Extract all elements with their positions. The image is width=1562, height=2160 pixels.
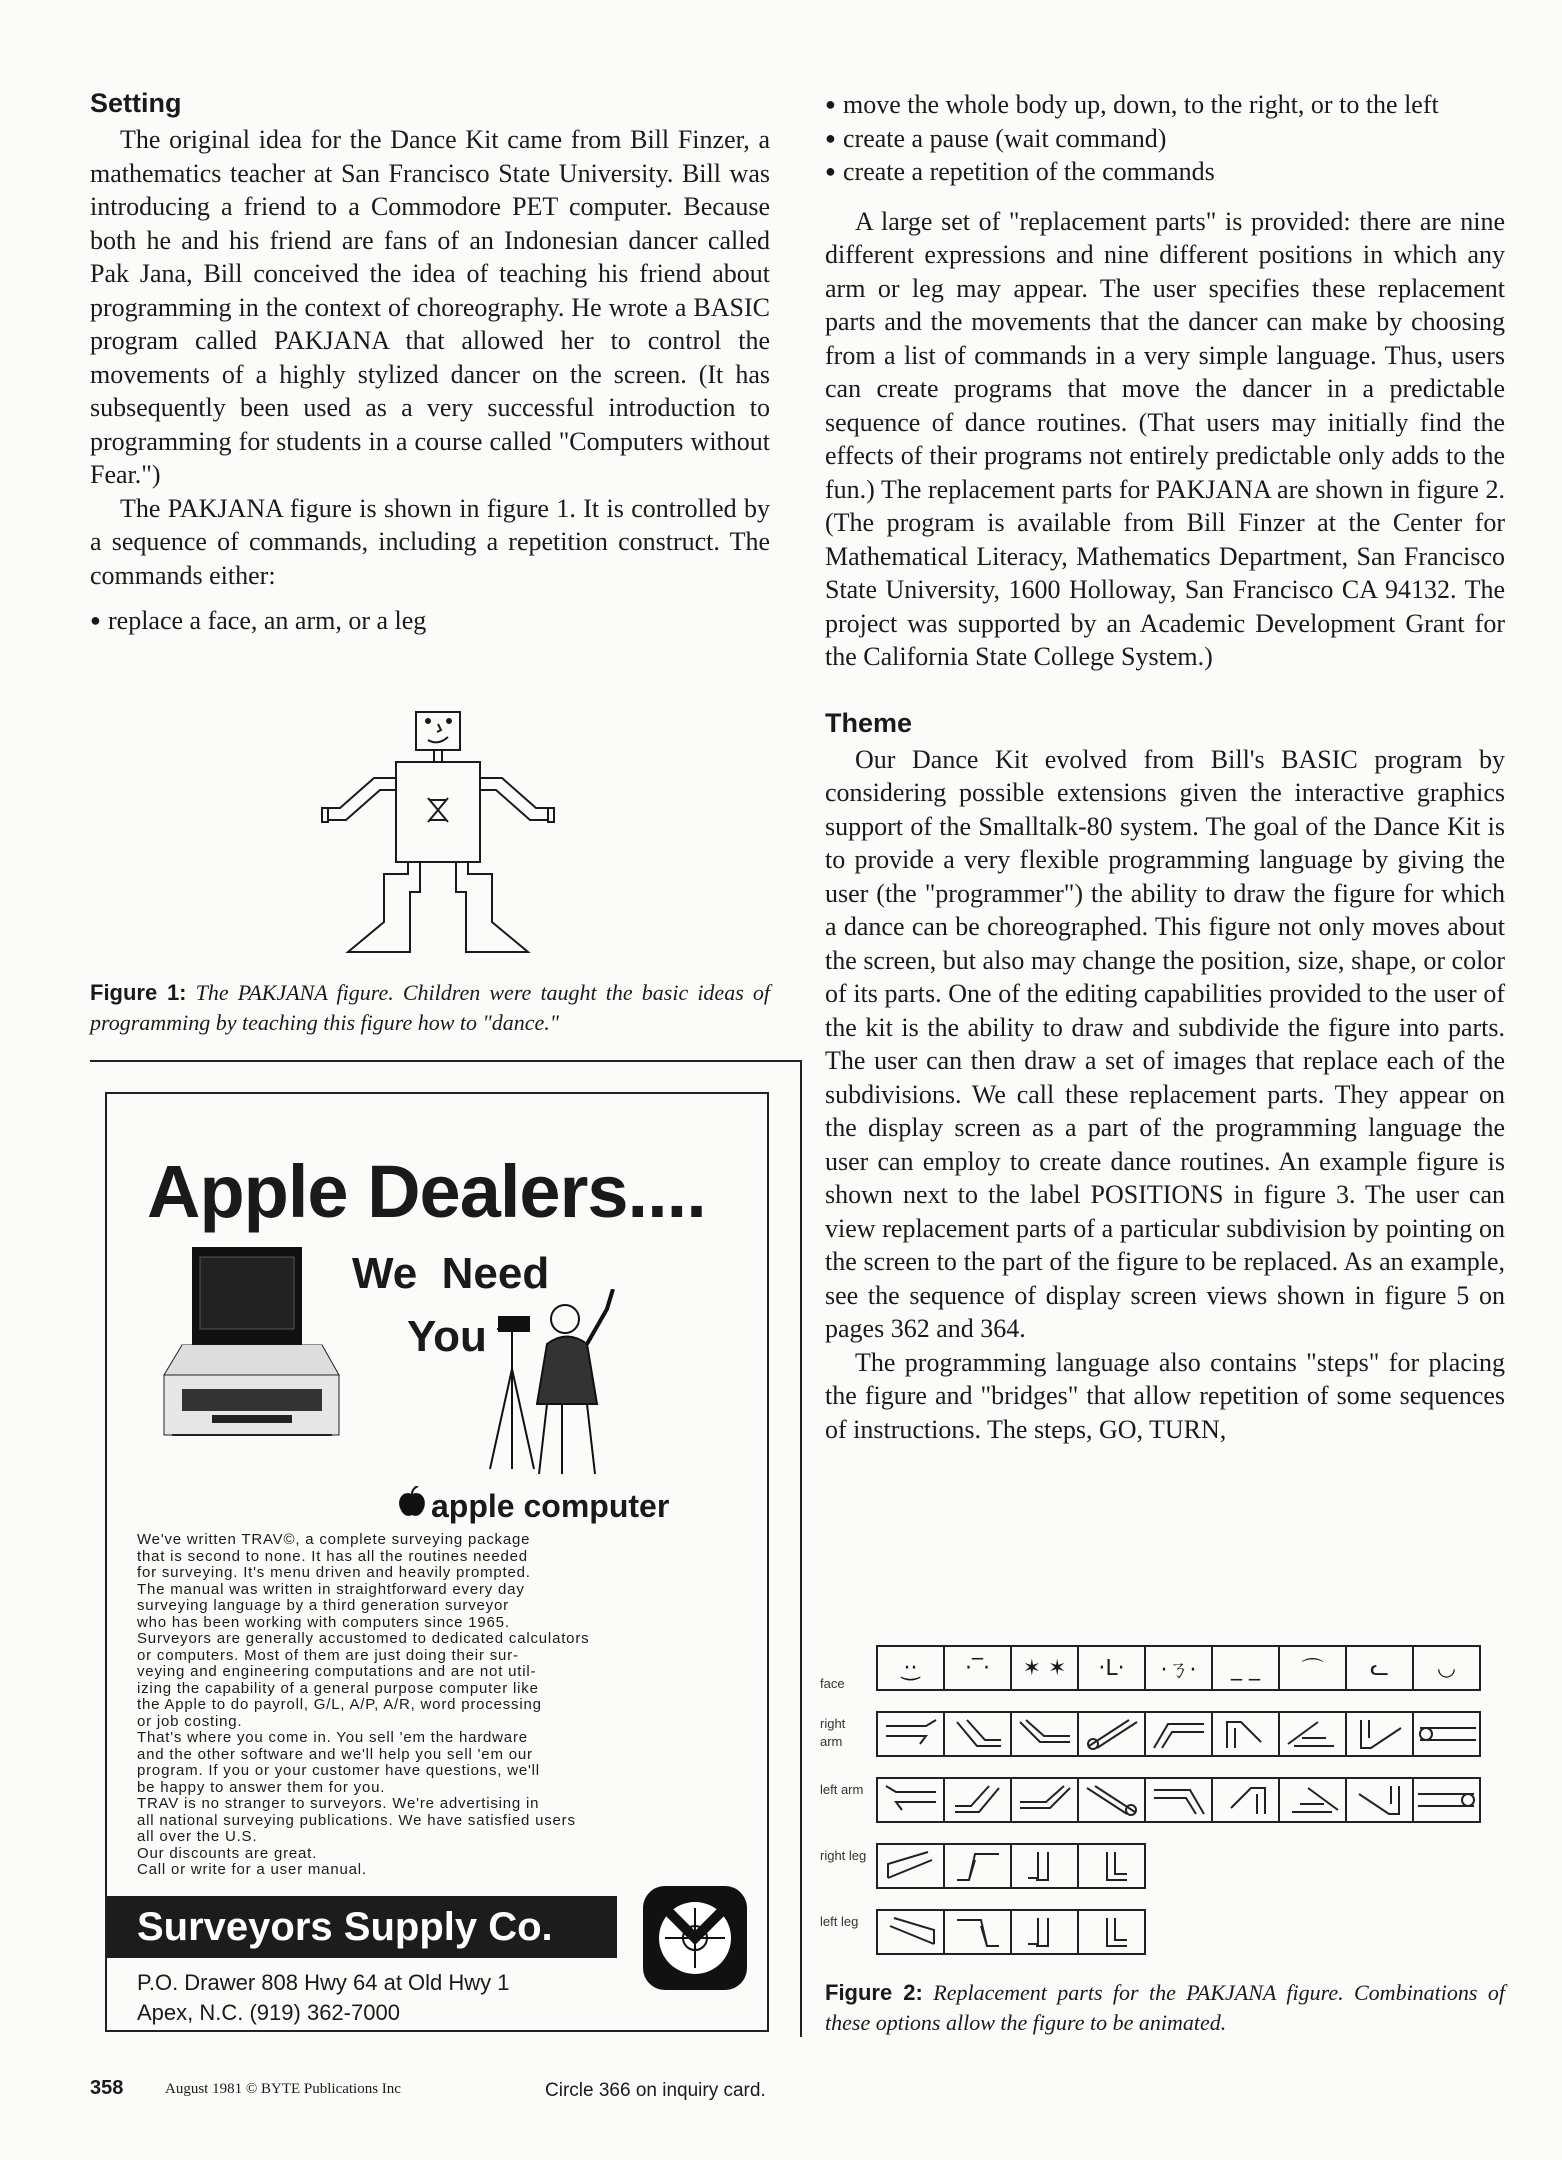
ad-line: or job costing. (137, 1712, 243, 1730)
ad-line: veying and engineering computations and are not util- (137, 1663, 537, 1680)
face-row (878, 1645, 1481, 1691)
leg-part (943, 1843, 1012, 1889)
replacement-parts-paragraph: A large set of "replacement parts" is provided: there are nine different expressions and nine different positions in which any arm or leg may appear. The user specifies these replacement parts and the movements that the dancer can make by choosing from a list of commands in a very simple language. Thus, users can create programs that move the dancer in a predictable sequence of dance routines. (That users may initially find the effects of their programs not entirely predictable only adds to the fun.) The replacement parts for PAKJANA are shown in figure 2. (The program is available from Bill Finzer at the Center for Mathematical Literacy, Mathematics Department, San Francisco State University, 1600 Holloway, San Francisco CA 94132. The project was supported by an Academic Development Grant for the California State College System.) (825, 206, 1505, 671)
leg-part (943, 1909, 1012, 1955)
face-part: ·ᒪ· (1077, 1645, 1146, 1691)
surveyor-illustration (477, 1289, 627, 1479)
ad-line: surveying language by a third generation surveyor (137, 1597, 509, 1614)
face-part: ·͜· (876, 1645, 945, 1691)
figure-2-caption (825, 1978, 1505, 2038)
face-part: ·ㄋ· (1144, 1645, 1213, 1691)
ad-title: Apple Dealers.... (147, 1150, 706, 1233)
face-part: ᓚ (1345, 1645, 1414, 1691)
left-leg-row-label: left leg (820, 1914, 859, 1929)
arm-part (1278, 1777, 1347, 1823)
ad-address-line-1: P.O. Drawer 808 Hwy 64 at Old Hwy 1 (137, 1970, 510, 1995)
leg-part (876, 1843, 945, 1889)
right-leg-row-label: right leg (820, 1848, 867, 1863)
company-seal-icon (639, 1882, 751, 1994)
leg-part (876, 1909, 945, 1955)
left-leg-row (878, 1909, 1146, 1955)
ad-line: The manual was written in straightforward every day (137, 1580, 525, 1598)
command-list-right (825, 88, 1505, 189)
face-part: ·‾· (943, 1645, 1012, 1691)
arm-part (1345, 1711, 1414, 1757)
arm-part (876, 1711, 945, 1757)
figure-2-text: Replacement parts for the PAKJANA figure. Combinations of these options allow the figure to be animated. (825, 1980, 1506, 2035)
face-part: ◡ (1412, 1645, 1481, 1691)
right-leg-row (878, 1843, 1146, 1889)
bullet-repeat: ● create a repetition of the commands (825, 155, 1505, 189)
left-arm-row (878, 1777, 1481, 1823)
right-column (825, 88, 1505, 1446)
ad-line: all national surveying publications. We have satisfied users (137, 1811, 576, 1829)
theme-paragraph-1: Our Dance Kit evolved from Bill's BASIC program by considering possible extensions given the interactive graphics support of the Smalltalk-80 system. The goal of the Dance Kit is to provide a very flexible programming language by giving the user (the "programmer") the ability to draw the figure for which a dance can be choreographed. This figure not only moves about the screen, but also may change the position, size, shape, or color of its parts. One of the editing capabilities provided to the user of the kit is the ability to draw and subdivide the figure into parts. The user can then draw a set of images that replace each of the subdivisions. We call these replacement parts. They appear on the display screen as a part of the programming language the user can employ to create dance routines. An example figure is shown next to the label POSITIONS in figure 3. The user can view replacement parts of a particular subdivision by pointing on the screen to the part of the figure to be replaced. As an example, see the sequence of display screen views shown in figure 5 on pages 362 and 364. (825, 744, 1505, 1343)
ad-line: and the other software and we'll help you sell 'em our (137, 1745, 533, 1763)
inquiry-card-note: Circle 366 on inquiry card. (545, 2080, 766, 2101)
figure-1-caption (90, 978, 770, 1038)
arm-part (1144, 1777, 1213, 1823)
ad-line: be happy to answer them for you. (137, 1778, 386, 1796)
apple-computer-brand (397, 1486, 669, 1526)
face-part: ⌒ (1278, 1645, 1347, 1691)
advertisement-frame (90, 1060, 802, 2037)
ad-address-line-2: Apex, N.C. (919) 362-7000 (137, 2000, 400, 2025)
ad-line: who has been working with computers since 1965. (137, 1613, 510, 1631)
ad-line: izing the capability of a general purpose computer like (137, 1679, 539, 1697)
leg-part (1077, 1909, 1146, 1955)
arm-part (1144, 1711, 1213, 1757)
arm-part (1077, 1711, 1146, 1757)
arm-part (1345, 1777, 1414, 1823)
bullet-replace: ● replace a face, an arm, or a leg (90, 604, 770, 638)
leg-part (1010, 1909, 1079, 1955)
left-column (90, 88, 770, 638)
leg-part (1077, 1843, 1146, 1889)
arm-part (1010, 1711, 1079, 1757)
arm-part (1211, 1711, 1280, 1757)
ad-you: You (407, 1312, 487, 1361)
leg-part (1010, 1843, 1079, 1889)
arm-part (943, 1711, 1012, 1757)
arm-part (1010, 1777, 1079, 1823)
advertisement (105, 1092, 769, 2032)
left-arm-row-label: left arm (820, 1782, 864, 1797)
apple-brand-text: apple computer (431, 1487, 670, 1524)
face-row-label: face (820, 1676, 845, 1691)
setting-paragraph-1: The original idea for the Dance Kit came from Bill Finzer, a mathematics teacher at San Francisco State University. Bill was introducing a friend to a Commodore PET computer. Because both he and his friend are fans of an Indonesian dancer called Pak Jana, Bill conceived the idea of teaching his friend about programming in the context of choreography. He wrote a BASIC program called PAKJANA that allowed her to control the movements of a highly stylized dancer on the screen. (It has subsequently been used as a very successful introduction to programming for students in a course called "Computers without Fear.") (90, 125, 770, 489)
theme-heading: Theme (825, 707, 913, 738)
ad-line: all over the U.S. (137, 1828, 258, 1845)
page-number: 358 (90, 2077, 124, 2099)
ad-line: Call or write for a user manual. (137, 1861, 367, 1878)
pakjana-figure-drawing (90, 700, 770, 980)
bullet-pause: ● create a pause (wait command) (825, 122, 1505, 156)
ad-line: That's where you come in. You sell 'em the hardware (137, 1729, 528, 1746)
arm-part (876, 1777, 945, 1823)
setting-heading: Setting (90, 88, 182, 118)
arm-part (1412, 1777, 1481, 1823)
ad-company-banner: Surveyors Supply Co. (107, 1896, 617, 1958)
theme-paragraph-2: The programming language also contains "steps" for placing the figure and "bridges" that allow repetition of some sequences of instructions. The steps, GO, TURN, (825, 1347, 1505, 1444)
apple-logo-icon (397, 1486, 427, 1526)
ad-line: Our discounts are great. (137, 1844, 318, 1862)
ad-line: for surveying. It's menu driven and heavily prompted. (137, 1564, 531, 1581)
face-part: ✶ ✶ (1010, 1645, 1079, 1691)
arm-part (1211, 1777, 1280, 1823)
ad-line: that is second to none. It has all the routines needed (137, 1547, 528, 1565)
figure-2-label: Figure 2: (825, 1980, 923, 2005)
bullet-move: ● move the whole body up, down, to the right, or to the left (825, 88, 1505, 122)
ad-line: program. If you or your customer have questions, we'll (137, 1762, 540, 1779)
ad-we-need: We Need (352, 1249, 550, 1298)
figure-1-label: Figure 1: (90, 980, 187, 1005)
right-arm-row-label: right arm (820, 1716, 846, 1749)
arm-part (1278, 1711, 1347, 1757)
arm-part (1077, 1777, 1146, 1823)
arm-part (943, 1777, 1012, 1823)
publication-line: August 1981 © BYTE Publications Inc (165, 2081, 401, 2097)
command-list-left (90, 604, 770, 638)
ad-address (137, 1968, 510, 2028)
figure-1 (90, 700, 770, 1035)
ad-body-text (137, 1532, 757, 1879)
arm-part (1412, 1711, 1481, 1757)
ad-line: TRAV is no stranger to surveyors. We're advertising in (137, 1795, 540, 1812)
ad-line: Surveyors are generally accustomed to dedicated calculators (137, 1630, 590, 1647)
setting-paragraph-2: The PAKJANA figure is shown in figure 1. It is controlled by a sequence of commands, including a repetition construct. The commands either: (90, 493, 770, 590)
face-part: _ _ (1211, 1645, 1280, 1691)
ad-line: We've written TRAV©, a complete surveying package (137, 1531, 531, 1548)
figure-1-text: The PAKJANA figure. Children were taught the basic ideas of programming by teaching this figure how to "dance." (90, 980, 770, 1035)
ad-line: or computers. Most of them are just doing their sur- (137, 1646, 519, 1664)
computer-illustration (152, 1239, 352, 1469)
ad-line: the Apple to do payroll, G/L, A/P, A/R, word processing (137, 1696, 542, 1713)
right-arm-row (878, 1711, 1481, 1757)
